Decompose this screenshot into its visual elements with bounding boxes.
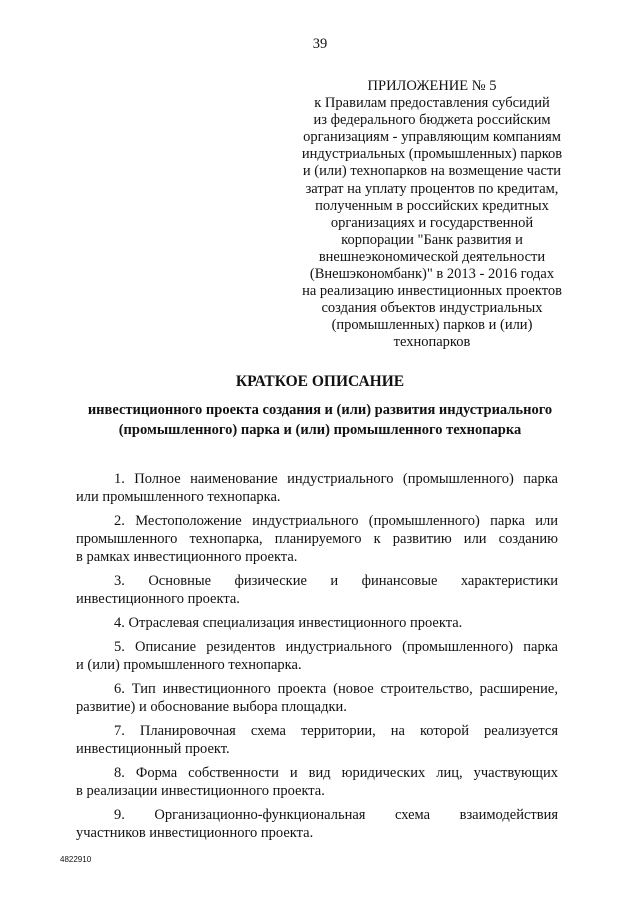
item-line: 6. Тип инвестиционного проекта (новое строительство, расширение, — [114, 681, 558, 697]
item-line: 4. Отраслевая специализация инвестиционного проекта. — [114, 615, 463, 631]
appendix-line: создания объектов индустриальных — [321, 300, 543, 317]
appendix-line: затрат на уплату процентов по кредитам, — [305, 180, 559, 197]
appendix-line: внешнеэкономической деятельности — [318, 248, 546, 265]
appendix-line: технопарков — [393, 334, 471, 351]
appendix-line: на реализацию инвестиционных проектов — [302, 283, 562, 300]
item-line: 8. Форма собственности и вид юридических лиц, участвующих — [114, 765, 558, 781]
page-number: 39 — [312, 36, 328, 52]
footer-code: 4822910 — [60, 855, 92, 864]
item-line: инвестиционного проекта. — [76, 591, 240, 607]
appendix-line: (промышленных) парков и (или) — [331, 317, 533, 334]
item-line: 1. Полное наименование индустриального (промышленного) парка — [114, 471, 558, 487]
item-line: 7. Планировочная схема территории, на которой реализуется — [114, 723, 558, 739]
appendix-line: ПРИЛОЖЕНИЕ № 5 — [367, 78, 497, 94]
appendix-line: корпорации "Банк развития и — [341, 231, 523, 248]
item-line: 3. Основные физические и финансовые характеристики — [114, 573, 558, 589]
appendix-line: полученным в российских кредитных — [315, 197, 549, 214]
appendix-header — [276, 78, 588, 352]
description-items — [76, 470, 558, 848]
list-item — [76, 722, 558, 758]
item-line: в рамках инвестиционного проекта. — [76, 549, 298, 565]
list-item — [76, 680, 558, 716]
list-item — [76, 806, 558, 842]
item-line: в реализации инвестиционного проекта. — [76, 783, 325, 799]
appendix-line: и (или) технопарков на возмещение части — [302, 163, 562, 180]
item-line: участников инвестиционного проекта. — [76, 825, 314, 841]
appendix-line: организациях и государственной — [330, 214, 534, 231]
item-line: инвестиционный проект. — [76, 741, 230, 757]
list-item — [76, 512, 558, 566]
list-item — [76, 572, 558, 608]
subtitle-line: (промышленного) парка и (или) промышленного технопарка — [118, 422, 522, 438]
appendix-line: (Внешэкономбанк)" в 2013 - 2016 годах — [309, 266, 555, 283]
item-line: или промышленного технопарка. — [76, 489, 281, 505]
item-line: 5. Описание резидентов индустриального (промышленного) парка — [114, 639, 558, 655]
appendix-line: из федерального бюджета российским — [313, 112, 551, 129]
list-item — [76, 470, 558, 506]
list-item — [76, 614, 558, 632]
item-line: развитие) и обоснование выбора площадки. — [76, 699, 347, 715]
item-line: промышленного технопарка, планируемого к развитию или созданию — [76, 531, 558, 547]
subtitle-line: инвестиционного проекта создания и (или) развития индустриального — [87, 402, 553, 418]
list-item — [76, 764, 558, 800]
appendix-line: организациям - управляющим компаниям — [303, 129, 561, 146]
document-title: КРАТКОЕ ОПИСАНИЕ — [235, 373, 405, 390]
document-subtitle — [60, 400, 580, 440]
item-line: и (или) промышленного технопарка. — [76, 657, 302, 673]
list-item — [76, 638, 558, 674]
appendix-line: индустриальных (промышленных) парков — [301, 146, 563, 163]
item-line: 9. Организационно-функциональная схема взаимодействия — [114, 807, 558, 823]
appendix-line: к Правилам предоставления субсидий — [314, 95, 550, 112]
item-line: 2. Местоположение индустриального (промышленного) парка или — [114, 513, 558, 529]
